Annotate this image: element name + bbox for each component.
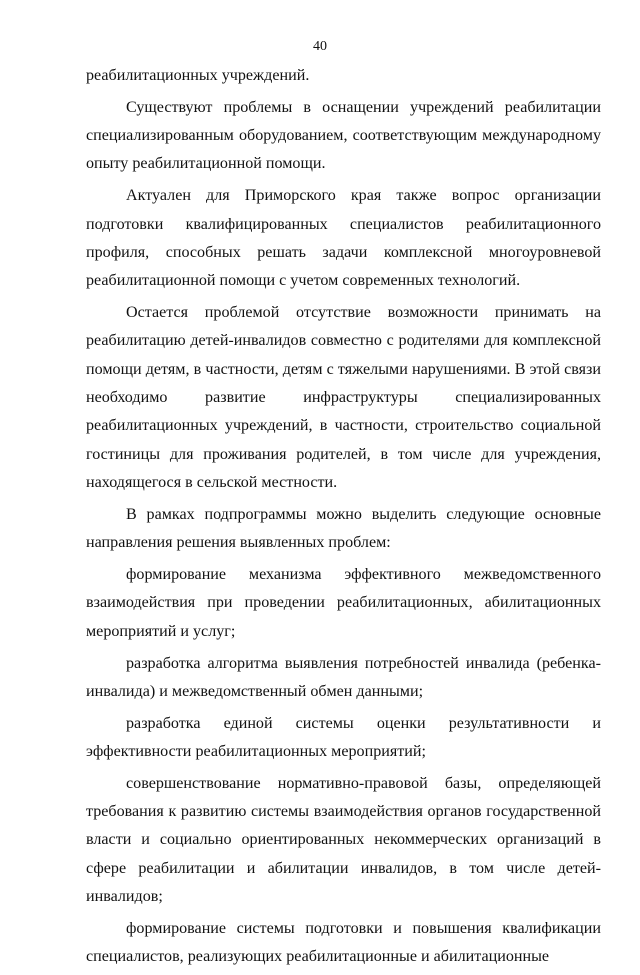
paragraph-subprogram-directions: В рамках подпрограммы можно выделить следующие основные направления решения выявленных проблем: xyxy=(86,505,601,552)
paragraph-joint-rehabilitation: Остается проблемой отсутствие возможности принимать на реабилитацию детей-инвалидов совместно с родителями для комплексной помощи детям, в частности, детям с тяжелыми нарушениями. В этой связи необходимо развитие инфраструктуры специализированных реабилитационных учреждений, в частности, строительство социальной гостиницы для проживания родителей, в том числе для учреждения, находящегося в сельской местности. xyxy=(86,304,601,491)
list-item-evaluation-system: разработка единой системы оценки результативности и эффективности реабилитационных мероприятий; xyxy=(86,714,601,760)
list-item-needs-algorithm: разработка алгоритма выявления потребностей инвалида (ребенка-инвалида) и межведомственный обмен данными; xyxy=(86,654,601,700)
list-item-interagency-mechanism: формирование механизма эффективного межведомственного взаимодействия при проведении реабилитационных, абилитационных мероприятий и услуг; xyxy=(86,566,601,640)
list-item-training-system: формирование системы подготовки и повышения квалификации специалистов, реализующих реабилитационные и абилитационные xyxy=(86,919,601,966)
page-number: 40 xyxy=(313,39,327,54)
paragraph-continuation: реабилитационных учреждений. xyxy=(86,67,310,84)
list-item-legal-framework: совершенствование нормативно-правовой базы, определяющей требования к развитию системы взаимодействия органов государственной власти и социально ориентированных некоммерческих организаций в сфере реабилитации и абилитации инвалидов, в том числе детей-инвалидов; xyxy=(86,774,601,906)
paragraph-specialist-training: Актуален для Приморского края также вопрос организации подготовки квалифицированных специалистов реабилитационного профиля, способных решать задачи комплексной многоуровневой реабилитационной помощи с учетом современных технологий. xyxy=(86,187,601,290)
document-body xyxy=(86,62,601,975)
paragraph-equipment-problems: Существуют проблемы в оснащении учреждений реабилитации специализированным оборудованием, соответствующим международному опыту реабилитационной помощи. xyxy=(86,98,601,173)
